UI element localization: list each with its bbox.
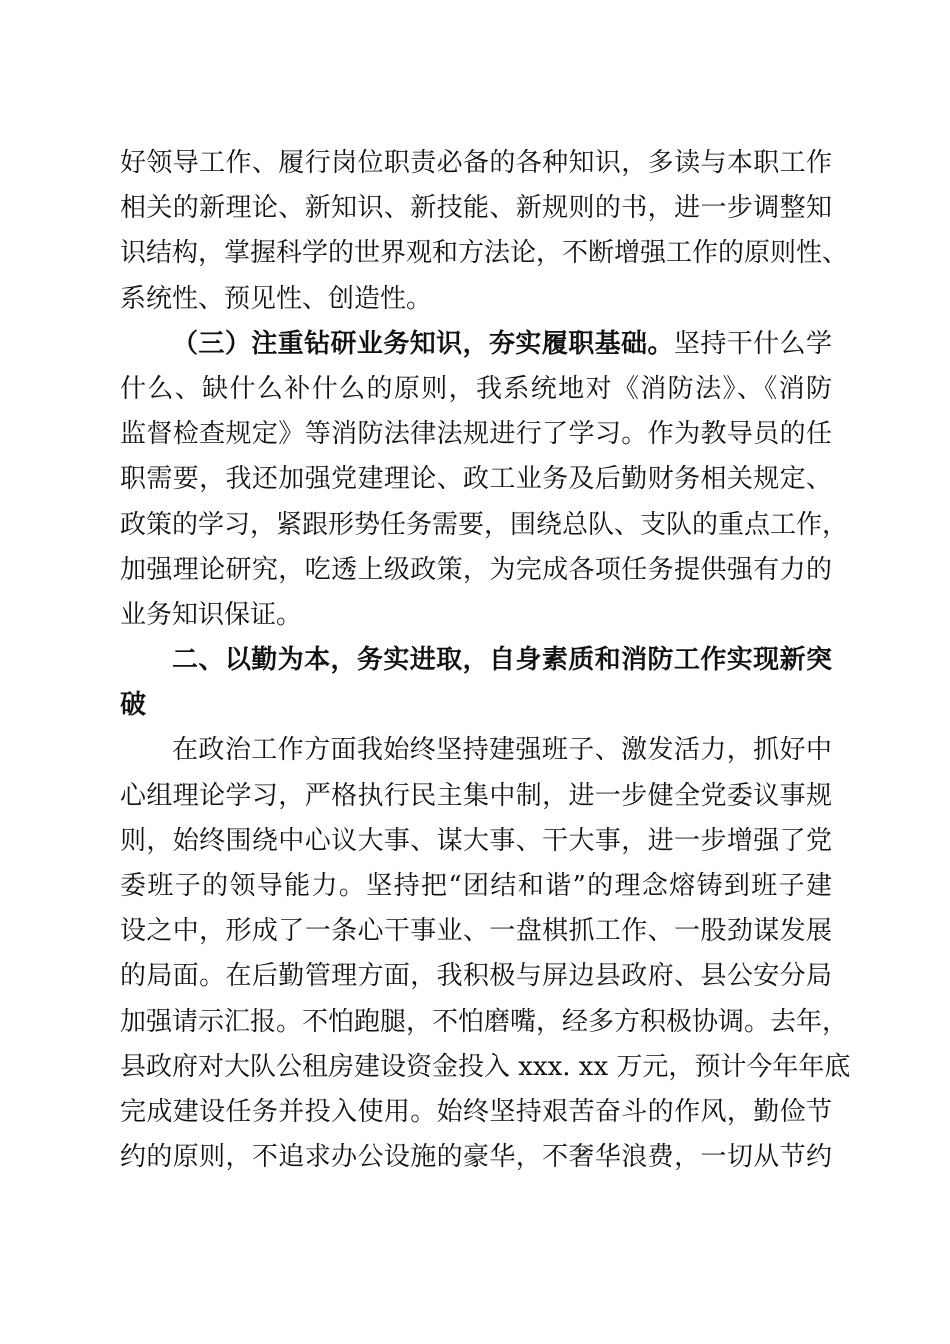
text-line-rest: 坚持干什么学 [673, 328, 832, 359]
paragraph-business-knowledge [120, 322, 849, 638]
text-line: 识结构，掌握科学的世界观和方法论，不断增强工作的原则性、 [120, 238, 849, 269]
text-line: 职需要，我还加强党建理论、政工业务及后勤财务相关规定、 [120, 464, 832, 495]
text-line [120, 322, 832, 367]
text-line: 什么、缺什么补什么的原则，我系统地对《消防法》、《消防 [120, 373, 832, 404]
subsection-lead: （三）注重钻研业务知识，夯实履职基础。 [172, 328, 674, 359]
text-line: 在政治工作方面我始终坚持建强班子、激发活力，抓好中 [172, 735, 832, 766]
heading-line: 二、以勤为本，务实进取，自身素质和消防工作实现新突 [172, 645, 832, 676]
text-line: 的局面。在后勤管理方面，我积极与屏边县政府、县公安分局 [120, 961, 832, 992]
text-line: 监督检查规定》等消防法律法规进行了学习。作为教导员的任 [120, 419, 832, 450]
heading-line: 破 [120, 690, 147, 721]
text-line: 县政府对大队公租房建设资金投入 xxx. xx 万元，预计今年年底 [120, 1051, 851, 1082]
text-line: 委班子的领导能力。坚持把“团结和谐”的理念熔铸到班子建 [120, 871, 832, 901]
section-heading [120, 638, 832, 728]
text-line: 加强理论研究，吃透上级政策，为完成各项任务提供强有力的 [120, 554, 832, 585]
paragraph-political-work [120, 728, 851, 1180]
text-line: 业务知识保证。 [120, 599, 303, 630]
text-line: 相关的新理论、新知识、新技能、新规则的书，进一步调整知 [120, 193, 832, 224]
text-line: 设之中，形成了一条心干事业、一盘棋抓工作、一股劲谋发展 [120, 916, 832, 947]
text-line: 心组理论学习，严格执行民主集中制，进一步健全党委议事规 [120, 780, 832, 811]
text-line: 系统性、预见性、创造性。 [120, 283, 433, 314]
text-line: 加强请示汇报。不怕跑腿，不怕磨嘴，经多方积极协调。去年， [120, 1006, 849, 1037]
document-body [120, 141, 851, 1180]
text-line: 则，始终围绕中心议大事、谋大事、干大事，进一步增强了党 [120, 825, 832, 856]
paragraph-knowledge [120, 141, 849, 322]
text-line: 好领导工作、履行岗位职责必备的各种知识，多读与本职工作 [120, 148, 832, 178]
text-line: 政策的学习，紧跟形势任务需要，围绕总队、支队的重点工作， [120, 509, 849, 540]
text-line: 完成建设任务并投入使用。始终坚持艰苦奋斗的作风，勤俭节 [120, 1096, 832, 1127]
text-line: 约的原则，不追求办公设施的豪华，不奢华浪费，一切从节约 [120, 1142, 832, 1173]
